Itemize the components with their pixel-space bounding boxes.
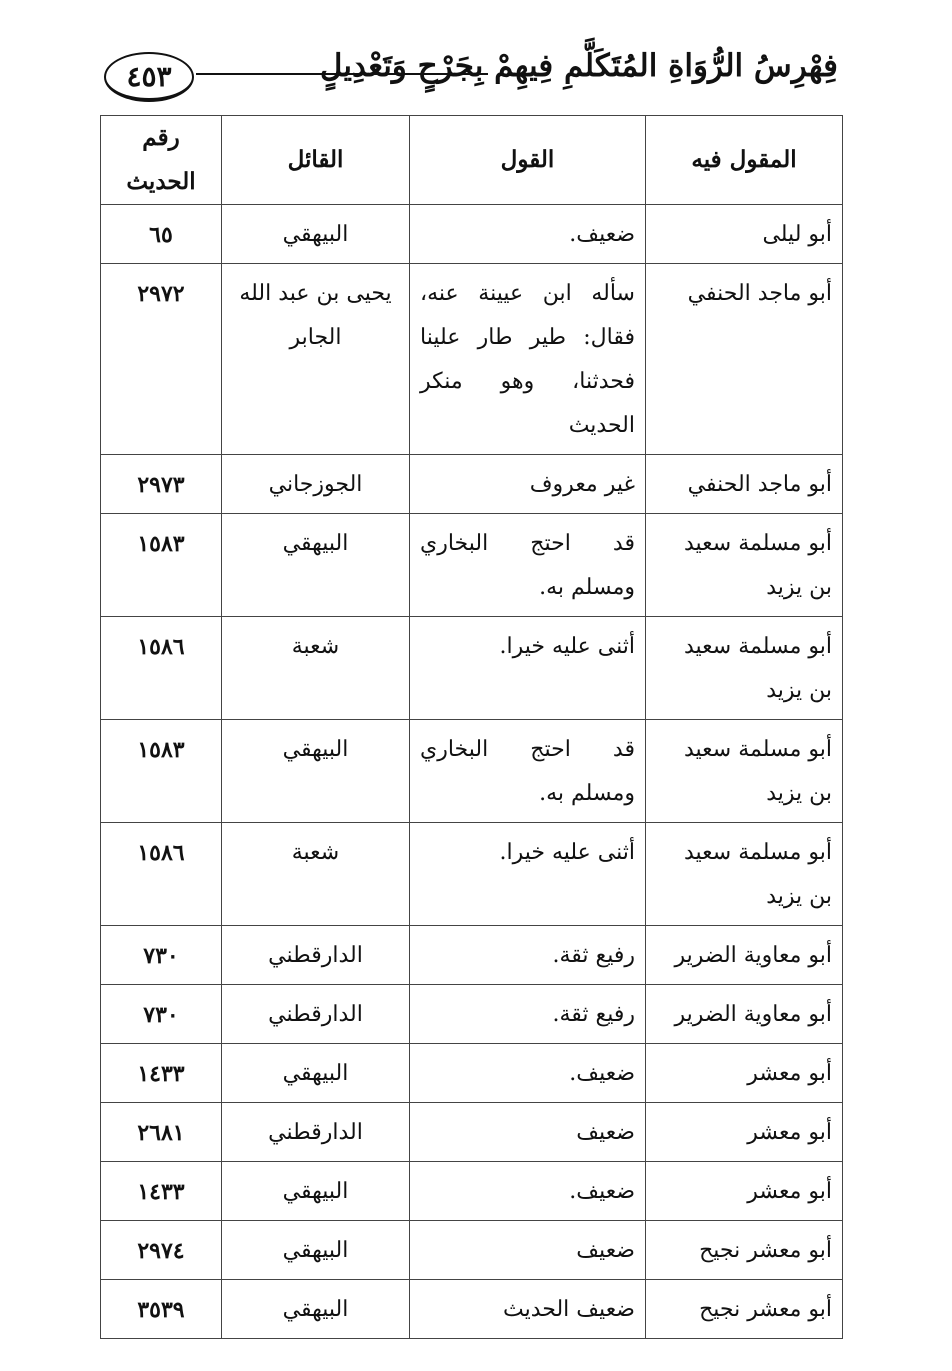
table-row (101, 720, 843, 823)
cell-hadith-number: ٦٥ (101, 205, 222, 264)
table-row (101, 985, 843, 1044)
table-row (101, 617, 843, 720)
cell-saying: غير معروف (410, 455, 646, 514)
cell-speaker: البيهقي (222, 1162, 410, 1221)
cell-hadith-number: ٢٩٧٤ (101, 1221, 222, 1280)
cell-saying: ضعيف. (410, 1162, 646, 1221)
header-rule (196, 73, 488, 75)
table-row (101, 1221, 843, 1280)
table-row (101, 1280, 843, 1339)
cell-saying: قد احتج البخاري ومسلم به. (410, 514, 646, 617)
cell-speaker: الدارقطني (222, 1103, 410, 1162)
cell-hadith-number: ٢٩٧٢ (101, 264, 222, 455)
cell-hadith-number: ٢٦٨١ (101, 1103, 222, 1162)
cell-subject: أبو معشر (646, 1044, 843, 1103)
cell-speaker: البيهقي (222, 1280, 410, 1339)
column-header-subject: المقول فيه (646, 116, 843, 205)
cell-subject: أبو معاوية الضرير (646, 985, 843, 1044)
table-row (101, 1044, 843, 1103)
cell-saying: ضعيف (410, 1221, 646, 1280)
cell-saying: قد احتج البخاري ومسلم به. (410, 720, 646, 823)
cell-hadith-number: ١٥٨٣ (101, 514, 222, 617)
table-row (101, 1162, 843, 1221)
cell-speaker: يحيى بن عبد الله الجابر (222, 264, 410, 455)
cell-saying: سأله ابن عيينة عنه، فقال: طير طار علينا فحدثنا، وهو منكر الحديث (410, 264, 646, 455)
cell-hadith-number: ٢٩٧٣ (101, 455, 222, 514)
cell-speaker: الجوزجاني (222, 455, 410, 514)
cell-subject: أبو معشر نجيح (646, 1221, 843, 1280)
cell-saying: أثنى عليه خيرا. (410, 617, 646, 720)
cell-saying: ضعيف. (410, 205, 646, 264)
cell-speaker: البيهقي (222, 1221, 410, 1280)
column-header-saying: القول (410, 116, 646, 205)
cell-subject: أبو معشر (646, 1162, 843, 1221)
page-number: ٤٥٣ (104, 52, 194, 102)
cell-speaker: البيهقي (222, 205, 410, 264)
cell-speaker: البيهقي (222, 720, 410, 823)
cell-hadith-number: ١٤٣٣ (101, 1044, 222, 1103)
cell-saying: ضعيف. (410, 1044, 646, 1103)
running-title: فِهْرِسُ الرُّوَاةِ المُتَكَلَّمِ فِيهِمْ بِجَرْحٍ وَتَعْدِيلٍ (319, 48, 838, 84)
cell-subject: أبو معشر (646, 1103, 843, 1162)
cell-subject: أبو مسلمة سعيد بن يزيد (646, 720, 843, 823)
cell-speaker: شعبة (222, 823, 410, 926)
cell-subject: أبو مسلمة سعيد بن يزيد (646, 823, 843, 926)
cell-saying: ضعيف (410, 1103, 646, 1162)
cell-subject: أبو معاوية الضرير (646, 926, 843, 985)
cell-subject: أبو مسلمة سعيد بن يزيد (646, 514, 843, 617)
cell-speaker: الدارقطني (222, 985, 410, 1044)
cell-subject: أبو ماجد الحنفي (646, 264, 843, 455)
narrators-index-table (100, 115, 843, 1339)
table-row (101, 455, 843, 514)
cell-speaker: البيهقي (222, 514, 410, 617)
table-row (101, 926, 843, 985)
cell-hadith-number: ٣٥٣٩ (101, 1280, 222, 1339)
cell-hadith-number: ١٥٨٦ (101, 823, 222, 926)
cell-subject: أبو معشر نجيح (646, 1280, 843, 1339)
cell-hadith-number: ١٥٨٣ (101, 720, 222, 823)
cell-subject: أبو ماجد الحنفي (646, 455, 843, 514)
cell-hadith-number: ١٥٨٦ (101, 617, 222, 720)
cell-saying: رفيع ثقة. (410, 985, 646, 1044)
cell-hadith-number: ٧٣٠ (101, 985, 222, 1044)
cell-subject: أبو مسلمة سعيد بن يزيد (646, 617, 843, 720)
cell-speaker: الدارقطني (222, 926, 410, 985)
page-header (98, 38, 838, 118)
table-row (101, 514, 843, 617)
cell-saying: ضعيف الحديث (410, 1280, 646, 1339)
cell-hadith-number: ٧٣٠ (101, 926, 222, 985)
column-header-hadith-number: رقم الحديث (101, 116, 222, 205)
cell-subject: أبو ليلى (646, 205, 843, 264)
cell-hadith-number: ١٤٣٣ (101, 1162, 222, 1221)
table-header-row (101, 116, 843, 205)
column-header-speaker: القائل (222, 116, 410, 205)
cell-saying: رفيع ثقة. (410, 926, 646, 985)
table-row (101, 823, 843, 926)
cell-saying: أثنى عليه خيرا. (410, 823, 646, 926)
table-row (101, 205, 843, 264)
table-row (101, 1103, 843, 1162)
cell-speaker: البيهقي (222, 1044, 410, 1103)
table-row (101, 264, 843, 455)
cell-speaker: شعبة (222, 617, 410, 720)
